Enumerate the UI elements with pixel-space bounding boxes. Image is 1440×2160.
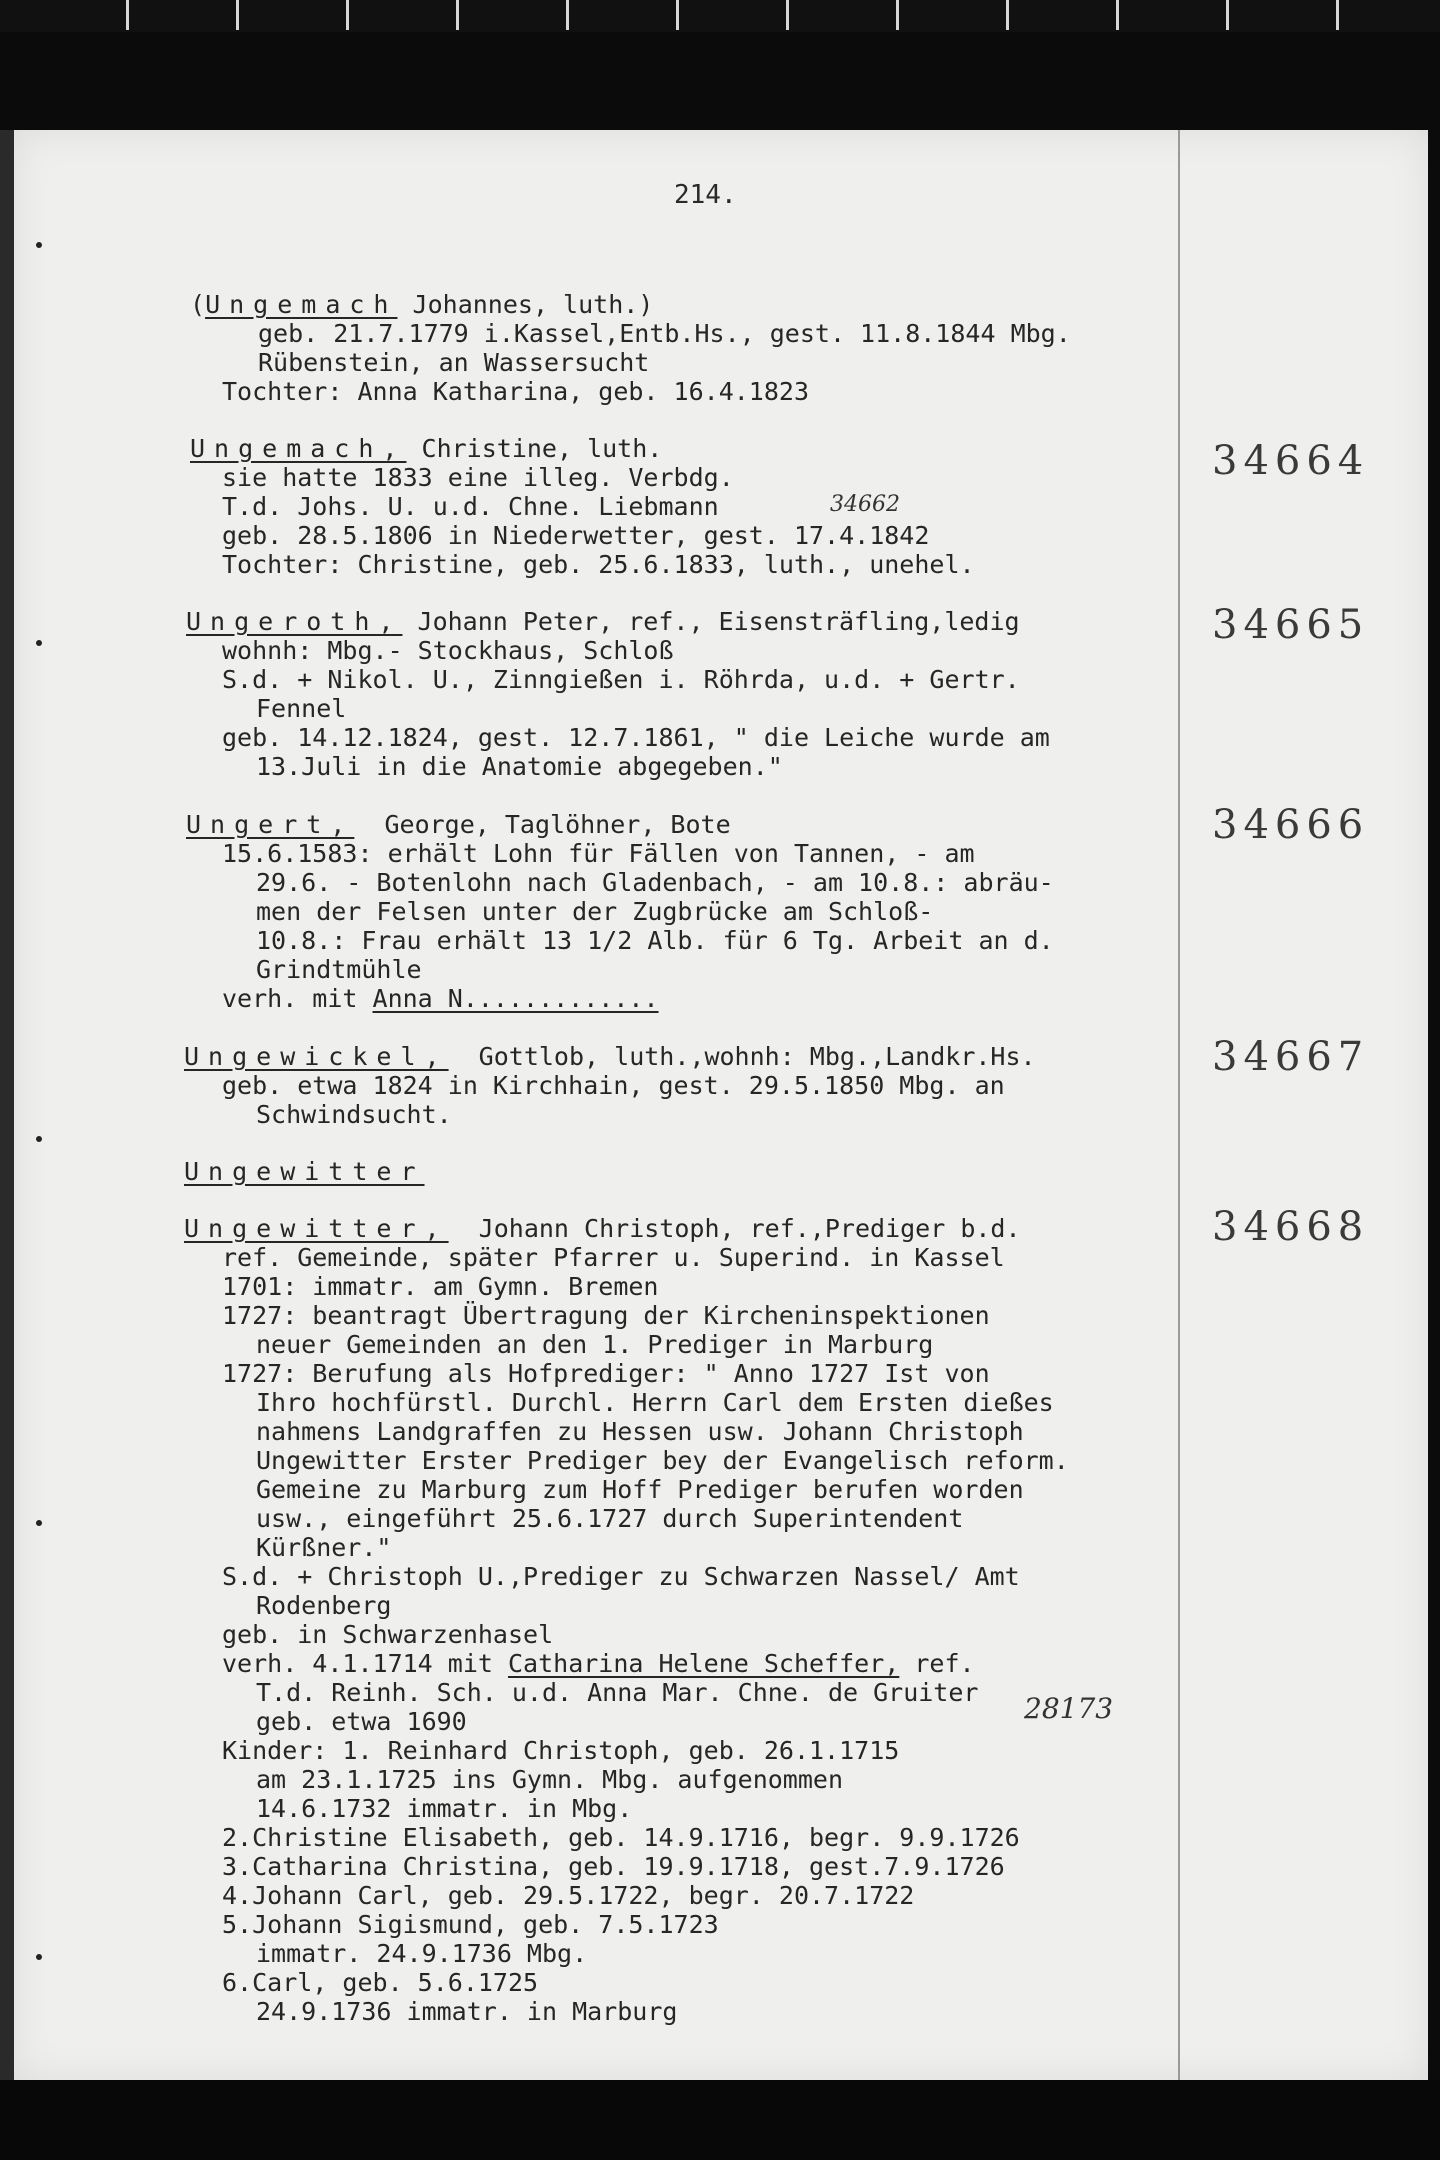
entry-line: geb. 14.12.1824, gest. 12.7.1861, " die Leiche wurde am bbox=[222, 723, 1050, 752]
film-bottom-band bbox=[0, 2080, 1440, 2160]
entry-surname: Ungemach, bbox=[190, 434, 407, 463]
punch-mark bbox=[36, 1954, 42, 1960]
entry-line: Fennel bbox=[256, 694, 347, 723]
married-label: verh. mit bbox=[222, 984, 373, 1013]
entry-line: Kinder: 1. Reinhard Christoph, geb. 26.1.1715 bbox=[222, 1736, 900, 1765]
entry-line: nahmens Landgraffen zu Hessen usw. Johann Christoph bbox=[256, 1417, 1024, 1446]
margin-rule bbox=[1178, 130, 1180, 2080]
entry-heading: Johannes, luth.) bbox=[397, 290, 654, 319]
entry-line: 1727: Berufung als Hofprediger: " Anno 1727 Ist von bbox=[222, 1359, 990, 1388]
entry-line: Gemeine zu Marburg zum Hoff Prediger berufen worden bbox=[256, 1475, 1024, 1504]
spouse-name: Catharina Helene Scheffer, bbox=[507, 1649, 900, 1678]
married-suffix: ref. bbox=[899, 1649, 975, 1678]
entry-line: Schwindsucht. bbox=[256, 1100, 452, 1129]
entry-line: 14.6.1732 immatr. in Mbg. bbox=[256, 1794, 633, 1823]
entry-line: men der Felsen unter der Zugbrücke am Schloß- bbox=[256, 897, 934, 926]
entry-line: Ihro hochfürstl. Durchl. Herrn Carl dem Ersten dießes bbox=[256, 1388, 1054, 1417]
record-number: 34666 bbox=[1212, 802, 1370, 848]
entry-line: Tochter: Anna Katharina, geb. 16.4.1823 bbox=[222, 377, 809, 406]
page-number: 214. bbox=[674, 180, 737, 210]
film-top-strip bbox=[0, 0, 1440, 32]
handwritten-note: 34662 bbox=[830, 492, 900, 517]
record-number: 34667 bbox=[1212, 1034, 1370, 1080]
entry-line: Tochter: Christine, geb. 25.6.1833, luth., unehel. bbox=[222, 550, 975, 579]
document-page bbox=[14, 130, 1428, 2080]
entry-line: 2.Christine Elisabeth, geb. 14.9.1716, begr. 9.9.1726 bbox=[222, 1823, 1020, 1852]
entry-line: 5.Johann Sigismund, geb. 7.5.1723 bbox=[222, 1910, 719, 1939]
entry-line: Kürßner." bbox=[256, 1533, 392, 1562]
entry-line: Ungewitter Erster Prediger bey der Evangelisch reform. bbox=[256, 1446, 1069, 1475]
spouse-name: Anna N............. bbox=[372, 984, 659, 1013]
punch-mark bbox=[36, 242, 42, 248]
entry-surname: Ungewickel, bbox=[184, 1042, 449, 1071]
entry-line: S.d. + Nikol. U., Zinngießen i. Röhrda, u.d. + Gertr. bbox=[222, 665, 1020, 694]
entry-line: T.d. Reinh. Sch. u.d. Anna Mar. Chne. de Gruiter bbox=[256, 1678, 979, 1707]
entry-line: Rodenberg bbox=[256, 1591, 392, 1620]
entry-line: 29.6. - Botenlohn nach Gladenbach, - am 10.8.: abräu- bbox=[256, 868, 1054, 897]
entry-line: S.d. + Christoph U.,Prediger zu Schwarzen Nassel/ Amt bbox=[222, 1562, 1020, 1591]
entry-line: geb. 28.5.1806 in Niederwetter, gest. 17.4.1842 bbox=[222, 521, 930, 550]
handwritten-note: 28173 bbox=[1024, 1692, 1114, 1725]
entry-line: 1727: beantragt Übertragung der Kircheninspektionen bbox=[222, 1301, 990, 1330]
punch-mark bbox=[36, 1136, 42, 1142]
entry-surname: Ungewitter, bbox=[184, 1214, 449, 1243]
entry-heading: Johann Christoph, ref.,Prediger b.d. bbox=[448, 1214, 1021, 1243]
entry-line: sie hatte 1833 eine illeg. Verbdg. bbox=[222, 463, 734, 492]
record-number: 34665 bbox=[1212, 602, 1370, 648]
entry-surname: Ungert, bbox=[186, 810, 355, 839]
entry-line: immatr. 24.9.1736 Mbg. bbox=[256, 1939, 588, 1968]
record-number: 34668 bbox=[1212, 1204, 1370, 1250]
entry-line: geb. 21.7.1779 i.Kassel,Entb.Hs., gest. 11.8.1844 Mbg. bbox=[258, 319, 1071, 348]
entry-line: 24.9.1736 immatr. in Marburg bbox=[256, 1997, 678, 2026]
entry-line: neuer Gemeinden an den 1. Prediger in Marburg bbox=[256, 1330, 934, 1359]
married-label: verh. 4.1.1714 mit bbox=[222, 1649, 508, 1678]
entry-line: Grindtmühle bbox=[256, 955, 422, 984]
entry-heading: Johann Peter, ref., Eisensträfling,ledig bbox=[402, 607, 1020, 636]
entry-line: usw., eingeführt 25.6.1727 durch Superintendent bbox=[256, 1504, 964, 1533]
punch-mark bbox=[36, 640, 42, 646]
entry-heading: Gottlob, luth.,wohnh: Mbg.,Landkr.Hs. bbox=[448, 1042, 1036, 1071]
entry-surname: Ungewitter bbox=[184, 1157, 425, 1186]
entry-line: geb. etwa 1824 in Kirchhain, gest. 29.5.1850 Mbg. an bbox=[222, 1071, 1005, 1100]
entry-line: 6.Carl, geb. 5.6.1725 bbox=[222, 1968, 539, 1997]
entry-line: geb. in Schwarzenhasel bbox=[222, 1620, 554, 1649]
entry-heading: Christine, luth. bbox=[406, 434, 663, 463]
entry-line: geb. etwa 1690 bbox=[256, 1707, 467, 1736]
entry-heading: George, Taglöhner, Bote bbox=[354, 810, 731, 839]
entry-line: 15.6.1583: erhält Lohn für Fällen von Tannen, - am bbox=[222, 839, 975, 868]
entry-line: 1701: immatr. am Gymn. Bremen bbox=[222, 1272, 659, 1301]
entry-line: Rübenstein, an Wassersucht bbox=[258, 348, 650, 377]
entry-line: 4.Johann Carl, geb. 29.5.1722, begr. 20.7.1722 bbox=[222, 1881, 915, 1910]
entry-line: 3.Catharina Christina, geb. 19.9.1718, gest.7.9.1726 bbox=[222, 1852, 1005, 1881]
punch-mark bbox=[36, 1520, 42, 1526]
entry-surname: Ungeroth, bbox=[186, 607, 403, 636]
entry-line: 13.Juli in die Anatomie abgegeben." bbox=[256, 752, 783, 781]
entry-line: T.d. Johs. U. u.d. Chne. Liebmann bbox=[222, 492, 719, 521]
film-left-edge bbox=[0, 130, 14, 2080]
entry-line: wohnh: Mbg.- Stockhaus, Schloß bbox=[222, 636, 674, 665]
entry-line: ref. Gemeinde, später Pfarrer u. Superind. in Kassel bbox=[222, 1243, 1005, 1272]
entry-surname: Ungemach bbox=[205, 290, 398, 319]
open-paren: ( bbox=[190, 290, 206, 319]
entry-line: 10.8.: Frau erhält 13 1/2 Alb. für 6 Tg. Arbeit an d. bbox=[256, 926, 1054, 955]
record-number: 34664 bbox=[1212, 438, 1370, 484]
entry-line: am 23.1.1725 ins Gymn. Mbg. aufgenommen bbox=[256, 1765, 843, 1794]
